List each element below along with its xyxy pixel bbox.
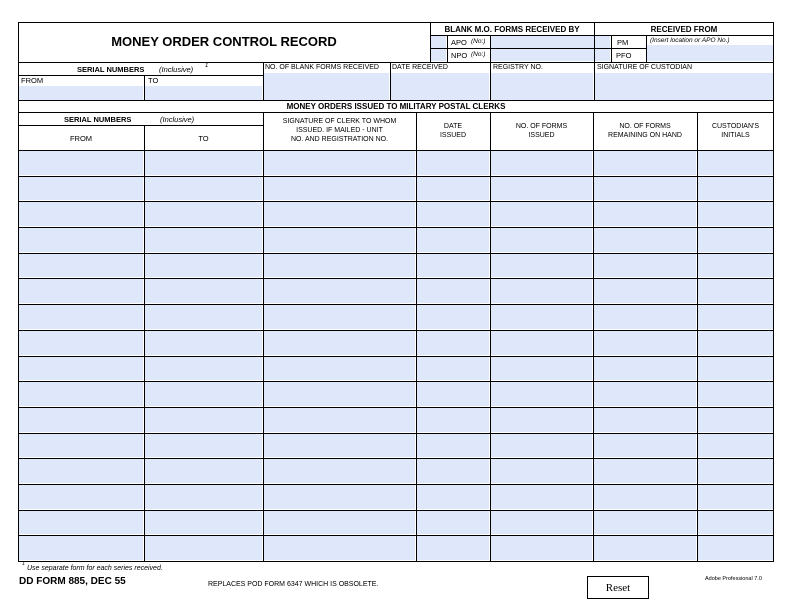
signature-cell[interactable] xyxy=(264,382,415,406)
forms-issued-cell[interactable] xyxy=(491,254,592,278)
forms-issued-header-line2: ISSUED xyxy=(528,132,555,139)
form-title: MONEY ORDER CONTROL RECORD xyxy=(111,34,337,49)
signature-cell[interactable] xyxy=(264,331,415,355)
forms-issued-cell[interactable] xyxy=(491,177,592,201)
from-cell[interactable] xyxy=(19,151,143,175)
forms-remaining-cell[interactable] xyxy=(594,434,696,458)
apo-label: APO xyxy=(451,38,467,47)
forms-remaining-cell[interactable] xyxy=(594,228,696,252)
divider xyxy=(611,35,612,62)
table-from-header: FROM xyxy=(69,134,93,143)
to-cell[interactable] xyxy=(145,177,262,201)
signature-cell[interactable] xyxy=(264,434,415,458)
signature-cell[interactable] xyxy=(264,511,415,535)
from-cell[interactable] xyxy=(19,254,143,278)
table-serial-numbers-label: SERIAL NUMBERS xyxy=(64,115,132,124)
pm-label: PM xyxy=(617,38,629,47)
divider xyxy=(18,125,263,126)
from-cell[interactable] xyxy=(19,305,143,329)
registry-no-label: REGISTRY NO. xyxy=(493,64,543,71)
divider xyxy=(697,112,698,150)
received-from-location-field[interactable] xyxy=(647,45,773,61)
no-blank-forms-field[interactable] xyxy=(264,73,389,100)
divider xyxy=(447,35,448,62)
forms-remaining-cell[interactable] xyxy=(594,279,696,303)
replaces-note: REPLACES POD FORM 6347 WHICH IS OBSOLETE. xyxy=(208,581,379,588)
npo-label: NPO xyxy=(451,51,468,60)
forms-issued-cell[interactable] xyxy=(491,331,592,355)
initials-cell[interactable] xyxy=(698,485,773,509)
forms-issued-cell[interactable] xyxy=(491,382,592,406)
pm-checkbox[interactable] xyxy=(595,36,610,48)
date-issued-cell[interactable] xyxy=(417,279,489,303)
to-cell[interactable] xyxy=(145,357,262,381)
date-issued-cell[interactable] xyxy=(417,434,489,458)
table-inclusive-label: (Inclusive) xyxy=(160,115,195,124)
forms-remaining-cell[interactable] xyxy=(594,331,696,355)
forms-remaining-cell[interactable] xyxy=(594,459,696,483)
signature-cell[interactable] xyxy=(264,459,415,483)
forms-issued-cell[interactable] xyxy=(491,202,592,226)
serial-numbers-label: SERIAL NUMBERS xyxy=(77,65,145,74)
forms-remaining-cell[interactable] xyxy=(594,536,696,560)
initials-cell[interactable] xyxy=(698,434,773,458)
pfo-checkbox[interactable] xyxy=(595,49,610,61)
npo-hint: (No:) xyxy=(471,51,486,58)
date-issued-cell[interactable] xyxy=(417,331,489,355)
forms-remaining-cell[interactable] xyxy=(594,382,696,406)
divider xyxy=(490,112,491,150)
signature-cell[interactable] xyxy=(264,279,415,303)
date-issued-cell[interactable] xyxy=(417,151,489,175)
initials-cell[interactable] xyxy=(698,279,773,303)
footnote-marker: 1 xyxy=(205,63,209,69)
initials-cell[interactable] xyxy=(698,151,773,175)
signature-cell[interactable] xyxy=(264,305,415,329)
divider xyxy=(593,112,594,150)
to-cell[interactable] xyxy=(145,254,262,278)
divider xyxy=(18,100,774,101)
forms-issued-cell[interactable] xyxy=(491,279,592,303)
inclusive-label: (Inclusive) xyxy=(159,65,194,74)
from-cell[interactable] xyxy=(19,357,143,381)
from-cell[interactable] xyxy=(19,511,143,535)
signature-header-line2: ISSUED. IF MAILED - UNIT xyxy=(296,127,383,134)
date-issued-cell[interactable] xyxy=(417,511,489,535)
pfo-label: PFO xyxy=(616,51,632,60)
to-cell[interactable] xyxy=(145,382,262,406)
to-cell[interactable] xyxy=(145,511,262,535)
to-cell[interactable] xyxy=(145,228,262,252)
initials-cell[interactable] xyxy=(698,536,773,560)
blank-mo-header: BLANK M.O. FORMS RECEIVED BY xyxy=(444,25,580,34)
initials-header-line2: INITIALS xyxy=(721,132,750,139)
date-issued-header-line1: DATE xyxy=(443,123,463,130)
from-cell[interactable] xyxy=(19,434,143,458)
from-cell[interactable] xyxy=(19,459,143,483)
forms-remaining-cell[interactable] xyxy=(594,254,696,278)
to-cell[interactable] xyxy=(145,536,262,560)
apo-checkbox[interactable] xyxy=(431,36,446,48)
initials-cell[interactable] xyxy=(698,177,773,201)
forms-remaining-cell[interactable] xyxy=(594,357,696,381)
initials-cell[interactable] xyxy=(698,331,773,355)
section-title: MONEY ORDERS ISSUED TO MILITARY POSTAL CLERKS xyxy=(286,102,506,111)
to-cell[interactable] xyxy=(145,408,262,432)
divider xyxy=(18,62,774,63)
to-cell[interactable] xyxy=(145,459,262,483)
forms-remaining-cell[interactable] xyxy=(594,177,696,201)
signature-cell[interactable] xyxy=(264,151,415,175)
reset-button[interactable]: Reset xyxy=(587,576,649,599)
date-issued-cell[interactable] xyxy=(417,254,489,278)
initials-cell[interactable] xyxy=(698,305,773,329)
to-cell[interactable] xyxy=(145,279,262,303)
form-number: DD FORM 885, DEC 55 xyxy=(19,576,126,587)
date-issued-header-line2: ISSUED xyxy=(439,132,467,139)
initials-cell[interactable] xyxy=(698,357,773,381)
to-cell[interactable] xyxy=(145,151,262,175)
no-blank-forms-label: NO. OF BLANK FORMS RECEIVED xyxy=(265,64,379,71)
initials-cell[interactable] xyxy=(698,511,773,535)
apo-hint: (No:) xyxy=(471,38,486,45)
to-cell[interactable] xyxy=(145,485,262,509)
table-to-header: TO xyxy=(198,134,209,143)
footnote-superscript: 1 xyxy=(22,561,26,567)
received-from-header: RECEIVED FROM xyxy=(650,25,718,34)
initials-cell[interactable] xyxy=(698,254,773,278)
signature-cell[interactable] xyxy=(264,485,415,509)
signature-cell[interactable] xyxy=(264,536,415,560)
npo-checkbox[interactable] xyxy=(431,49,446,61)
from-cell[interactable] xyxy=(19,228,143,252)
forms-issued-cell[interactable] xyxy=(491,485,592,509)
signature-cell[interactable] xyxy=(264,357,415,381)
signature-cell[interactable] xyxy=(264,228,415,252)
date-received-field[interactable] xyxy=(391,73,489,100)
forms-issued-cell[interactable] xyxy=(491,511,592,535)
from-cell[interactable] xyxy=(19,331,143,355)
serial-to-label: TO xyxy=(148,76,159,85)
date-issued-cell[interactable] xyxy=(417,228,489,252)
divider xyxy=(18,561,774,562)
to-cell[interactable] xyxy=(145,434,262,458)
forms-issued-cell[interactable] xyxy=(491,408,592,432)
forms-remaining-cell[interactable] xyxy=(594,408,696,432)
forms-remaining-cell[interactable] xyxy=(594,485,696,509)
initials-cell[interactable] xyxy=(698,408,773,432)
from-cell[interactable] xyxy=(19,536,143,560)
date-issued-cell[interactable] xyxy=(417,408,489,432)
forms-remaining-header-line1: NO. OF FORMS xyxy=(619,123,671,130)
signature-custodian-label: SIGNATURE OF CUSTODIAN xyxy=(597,64,693,71)
divider xyxy=(18,75,263,76)
date-issued-cell[interactable] xyxy=(417,177,489,201)
registry-no-field[interactable] xyxy=(491,73,593,100)
date-issued-cell[interactable] xyxy=(417,536,489,560)
forms-remaining-cell[interactable] xyxy=(594,202,696,226)
footnote-text: Use separate form for each series received. xyxy=(27,565,163,572)
signature-header-line1: SIGNATURE OF CLERK TO WHOM xyxy=(282,118,397,125)
forms-issued-cell[interactable] xyxy=(491,357,592,381)
software-note: Adobe Professional 7.0 xyxy=(705,576,762,582)
signature-cell[interactable] xyxy=(264,202,415,226)
serial-from-label: FROM xyxy=(21,76,44,85)
forms-remaining-cell[interactable] xyxy=(594,151,696,175)
forms-issued-header-line1: NO. OF FORMS xyxy=(515,123,568,130)
from-cell[interactable] xyxy=(19,177,143,201)
to-cell[interactable] xyxy=(145,202,262,226)
initials-cell[interactable] xyxy=(698,202,773,226)
forms-issued-cell[interactable] xyxy=(491,305,592,329)
npo-number-field[interactable] xyxy=(491,49,594,61)
from-cell[interactable] xyxy=(19,408,143,432)
to-cell[interactable] xyxy=(145,305,262,329)
date-issued-cell[interactable] xyxy=(417,485,489,509)
forms-issued-cell[interactable] xyxy=(491,151,592,175)
date-received-label: DATE RECEIVED xyxy=(392,64,448,71)
forms-issued-cell[interactable] xyxy=(491,536,592,560)
signature-cell[interactable] xyxy=(264,408,415,432)
from-cell[interactable] xyxy=(19,202,143,226)
forms-remaining-cell[interactable] xyxy=(594,511,696,535)
divider xyxy=(18,112,774,113)
signature-header-line3: NO. AND REGISTRATION NO. xyxy=(290,136,389,143)
initials-cell[interactable] xyxy=(698,459,773,483)
forms-issued-cell[interactable] xyxy=(491,228,592,252)
serial-to-field[interactable] xyxy=(145,86,262,100)
forms-issued-cell[interactable] xyxy=(491,459,592,483)
signature-custodian-field[interactable] xyxy=(595,73,773,100)
date-issued-cell[interactable] xyxy=(417,305,489,329)
date-issued-cell[interactable] xyxy=(417,459,489,483)
date-issued-cell[interactable] xyxy=(417,357,489,381)
initials-cell[interactable] xyxy=(698,228,773,252)
from-cell[interactable] xyxy=(19,382,143,406)
signature-cell[interactable] xyxy=(264,254,415,278)
from-cell[interactable] xyxy=(19,279,143,303)
to-cell[interactable] xyxy=(145,331,262,355)
date-issued-cell[interactable] xyxy=(417,382,489,406)
forms-issued-cell[interactable] xyxy=(491,434,592,458)
signature-cell[interactable] xyxy=(264,177,415,201)
initials-cell[interactable] xyxy=(698,382,773,406)
from-cell[interactable] xyxy=(19,485,143,509)
insert-location-hint: (Insert location or APO No.) xyxy=(650,37,730,44)
forms-remaining-cell[interactable] xyxy=(594,305,696,329)
date-issued-cell[interactable] xyxy=(417,202,489,226)
forms-remaining-header-line2: REMAINING ON HAND xyxy=(608,132,682,139)
initials-header-line1: CUSTODIAN'S xyxy=(711,123,760,130)
divider xyxy=(416,112,417,150)
apo-number-field[interactable] xyxy=(491,36,594,48)
serial-from-field[interactable] xyxy=(19,86,143,100)
